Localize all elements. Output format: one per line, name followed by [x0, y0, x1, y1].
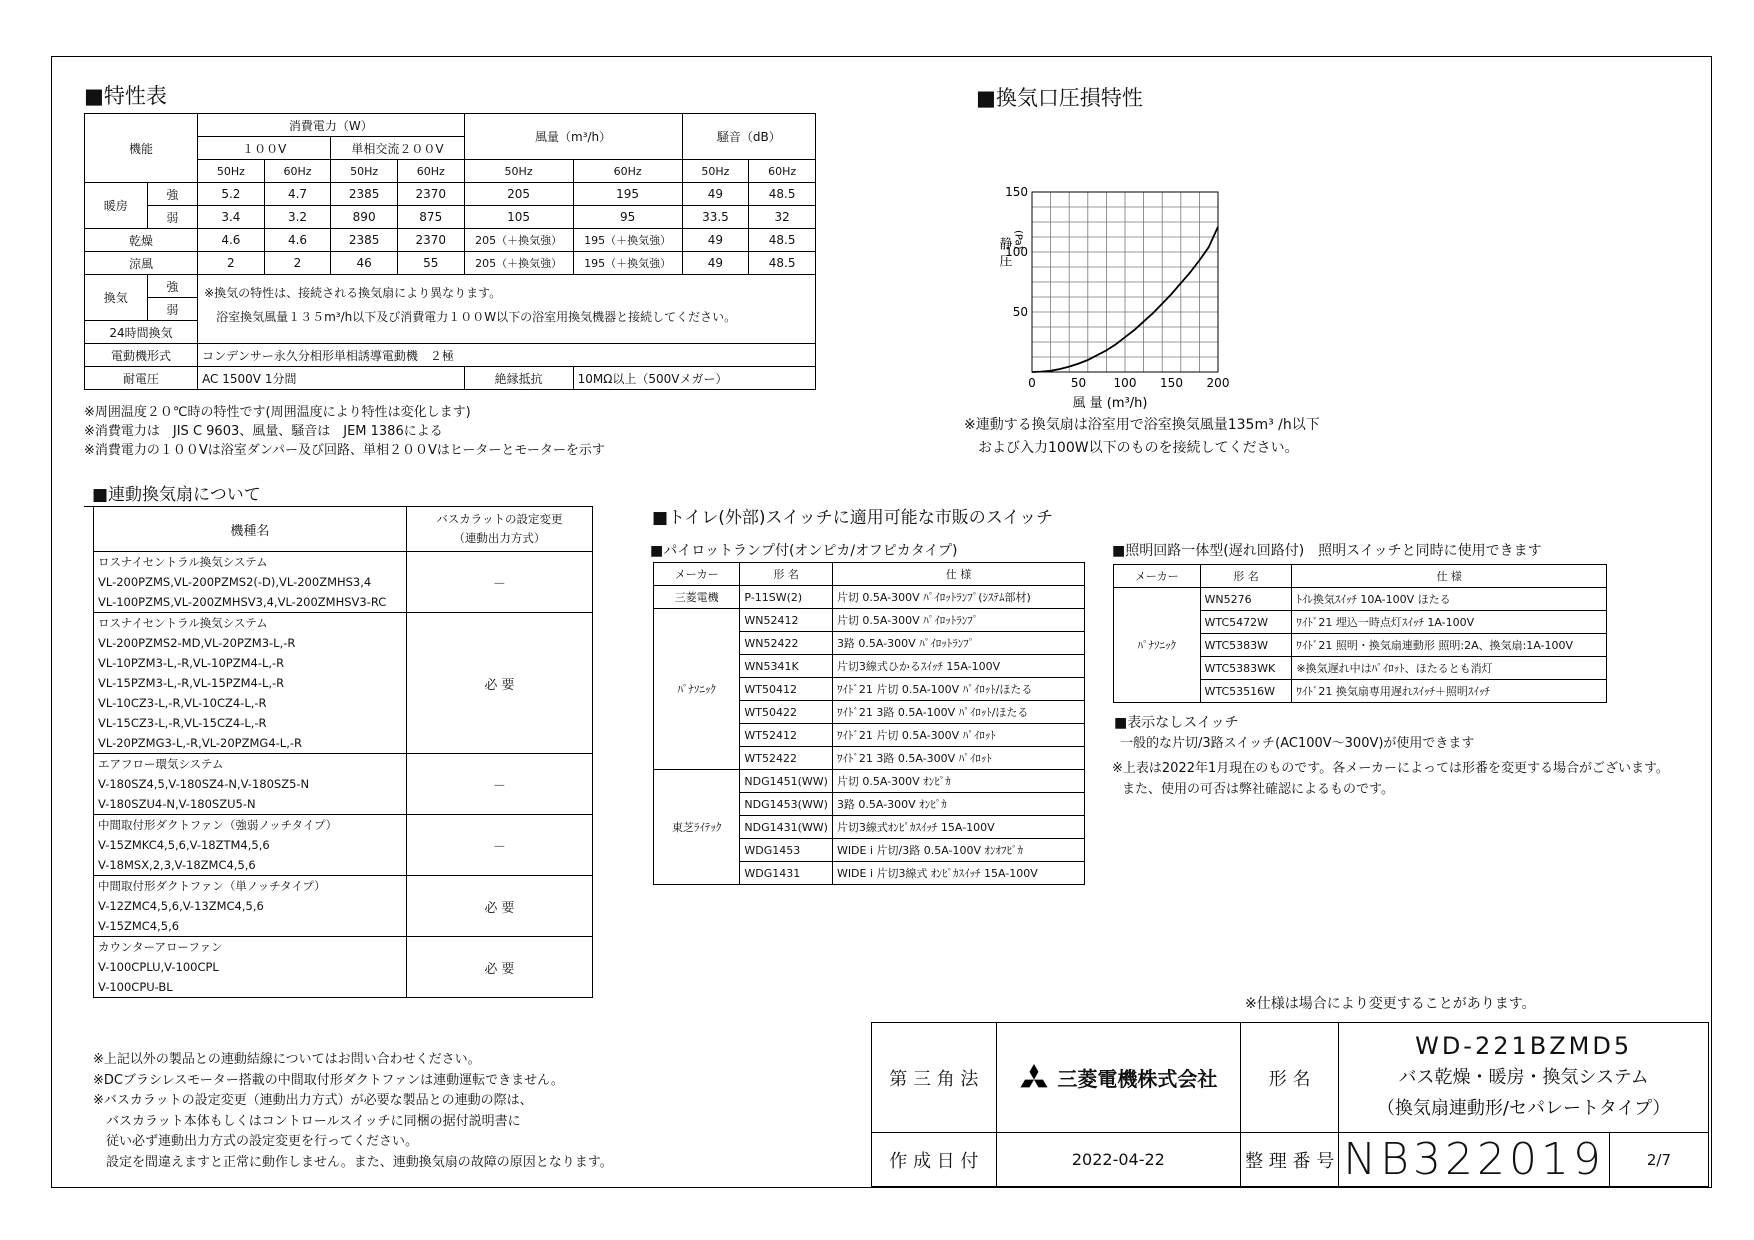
- fan-note: ※DCブラシレスモーター搭載の中間取付形ダクトファンは連動運転できません。: [93, 1072, 564, 1088]
- cell: 195（＋換気強）: [573, 229, 682, 252]
- cell: 95: [573, 206, 682, 229]
- switch-spec: 片切3線式ｵﾝﾋﾟｶｽｲｯﾁ 15A-100V: [832, 816, 1084, 839]
- fan-model-line: V-180SZU4-N,V-180SZU5-N: [94, 794, 407, 815]
- maker-cell: ﾊﾟﾅｿﾆｯｸ: [654, 609, 740, 770]
- doc-label: 整 理 番 号: [1241, 1133, 1339, 1187]
- cell: 48.5: [749, 183, 816, 206]
- cell: 49: [682, 229, 749, 252]
- fan-setting-value: －: [406, 754, 592, 815]
- switch-spec: 3路 0.5A-300V ｵﾝﾋﾟｶ: [832, 793, 1084, 816]
- row-sublabel: 強: [147, 183, 197, 206]
- x-tick-label: 0: [1028, 376, 1036, 390]
- switch-model: WN52422: [740, 632, 833, 655]
- no-indicator-heading: ■表示なしスイッチ: [1114, 715, 1239, 731]
- chart-notes: [964, 414, 1320, 460]
- fan-model-line: V-100CPLU,V-100CPL: [94, 957, 407, 977]
- hdr-100v: １００V: [198, 137, 331, 160]
- switch-spec: 片切 0.5A-300V ﾊﾟｲﾛｯﾄﾗﾝﾌﾟ(ｼｽﾃﾑ部材): [832, 586, 1084, 609]
- hz-label: 50Hz: [464, 160, 573, 183]
- switch-model: P-11SW(2): [740, 586, 833, 609]
- row-label-vent24: 24時間換気: [85, 321, 198, 344]
- x-axis-label: 風 量 (m³/h): [1072, 396, 1148, 411]
- pressure-loss-chart: [990, 112, 1250, 412]
- fan-row: [94, 876, 593, 897]
- switch-spec: 片切3線式ひかるｽｲｯﾁ 15A-100V: [832, 655, 1084, 678]
- light-note-1: ※上表は2022年1月現在のものです。各メーカーによっては形番を変更する場合がございます。: [1112, 761, 1669, 776]
- y-tick-label: 50: [1012, 305, 1028, 319]
- fan-row: [94, 613, 593, 634]
- fan-row: [94, 552, 593, 573]
- no-indicator-text: 一般的な片切/3路スイッチ(AC100V～300V)が使用できます: [1120, 736, 1475, 751]
- switch-model: WN5341K: [740, 655, 833, 678]
- switch-spec: ﾜｲﾄﾞ21 照明・換気扇連動形 照明:2A、換気扇:1A-100V: [1292, 634, 1607, 657]
- hdr-setting-2: （連動出力方式）: [453, 531, 546, 545]
- pilot-switch-table: [653, 562, 1085, 885]
- doc-number: NB322019: [1339, 1133, 1610, 1187]
- cell: 3.4: [198, 206, 265, 229]
- spec-row-cool: [85, 252, 816, 275]
- hdr-setting: [406, 507, 592, 552]
- insulation-label: 絶縁抵抗: [464, 367, 573, 390]
- switch-model: NDG1431(WW): [740, 816, 833, 839]
- switch-spec: ﾜｲﾄﾞ21 片切 0.5A-100V ﾊﾟｲﾛｯﾄ/ほたる: [832, 678, 1084, 701]
- maker-cell: ﾊﾟﾅｿﾆｯｸ: [1114, 588, 1201, 703]
- switch-spec: WIDE i 片切3線式 ｵﾝﾋﾟｶｽｲｯﾁ 15A-100V: [832, 862, 1084, 885]
- fan-model-line: VL-200PZMS,VL-200PZMS2(-D),VL-200ZMHS3,4: [94, 572, 407, 592]
- x-tick-label: 200: [1206, 376, 1230, 390]
- light-note-2: また、使用の可否は弊社確認によるものです。: [1122, 782, 1394, 797]
- cell: 875: [397, 206, 464, 229]
- fan-row: [94, 937, 593, 958]
- fan-model-line: V-180SZ4,5,V-180SZ4-N,V-180SZ5-N: [94, 774, 407, 794]
- change-note: ※仕様は場合により変更することがあります。: [1245, 996, 1536, 1012]
- hdr-noise: 騒音（dB）: [682, 114, 815, 160]
- hdr-maker: メーカー: [654, 563, 740, 586]
- cell: 4.6: [198, 229, 265, 252]
- switch-spec: 片切 0.5A-300V ｵﾝﾋﾟｶ: [832, 770, 1084, 793]
- pilot-heading: ■パイロットランプ付(オンピカ/オフピカタイプ): [650, 543, 958, 559]
- company-name: 三菱電機株式会社: [1057, 1067, 1218, 1091]
- cell: 890: [331, 206, 398, 229]
- date-label: 作 成 日 付: [872, 1133, 997, 1187]
- switch-spec: ﾜｲﾄﾞ21 3路 0.5A-100V ﾊﾟｲﾛｯﾄ/ほたる: [832, 701, 1084, 724]
- light-switch-table: [1113, 564, 1607, 703]
- vent-note-1: ※換気の特性は、接続される換気扇により異なります。: [204, 286, 502, 300]
- company-logo: [1001, 1063, 1236, 1092]
- fan-model-line: V-12ZMC4,5,6,V-13ZMC4,5,6: [94, 896, 407, 916]
- cell: 55: [397, 252, 464, 275]
- switch-spec: ※換気遅れ中はﾊﾟｲﾛｯﾄ、ほたるとも消灯: [1292, 657, 1607, 680]
- maker-cell: 東芝ﾗｲﾃｯｸ: [654, 770, 740, 885]
- vent-note-2: 浴室換気風量１３５m³/h以下及び消費電力１００W以下の浴室用換気機器と接続してください。: [216, 310, 737, 324]
- hdr-model: 形 名: [1200, 565, 1292, 588]
- fan-model-line: VL-20PZMG3-L,-R,VL-20PZMG4-L,-R: [94, 733, 407, 754]
- hdr-spec: 仕 様: [1292, 565, 1607, 588]
- spec-row-dry: [85, 229, 816, 252]
- switch-model: WTC5383WK: [1200, 657, 1292, 680]
- angle-label: 第 三 角 法: [872, 1023, 997, 1133]
- y-axis-unit: (Pa): [1012, 230, 1024, 250]
- switch-spec: ﾜｲﾄﾞ21 換気扇専用遅れｽｲｯﾁ＋照明ｽｲｯﾁ: [1292, 680, 1607, 703]
- hdr-function: 機能: [85, 114, 198, 183]
- y-axis-label: 静 圧: [996, 237, 1012, 268]
- fan-model-line: VL-15PZM3-L,-R,VL-15PZM4-L,-R: [94, 673, 407, 693]
- cell: 49: [682, 252, 749, 275]
- cell: 2: [264, 252, 331, 275]
- hdr-model: 形 名: [740, 563, 833, 586]
- fan-heading: ■連動換気扇について: [92, 485, 261, 505]
- row-sublabel: 強: [147, 275, 197, 298]
- fan-model-line: V-18MSX,2,3,V-18ZMC4,5,6: [94, 855, 407, 876]
- switch-model: WTC53516W: [1200, 680, 1292, 703]
- spec-row-heat-weak: [85, 206, 816, 229]
- cell: 195: [573, 183, 682, 206]
- hdr-setting-1: バスカラットの設定変更: [436, 512, 563, 526]
- row-label-vent: 換気: [85, 275, 148, 321]
- switch-row: [654, 609, 1085, 632]
- model-number: WD-221BZMD5: [1415, 1032, 1633, 1060]
- cell: 105: [464, 206, 573, 229]
- hz-label: 50Hz: [331, 160, 398, 183]
- x-tick-label: 100: [1113, 376, 1137, 390]
- cell: 2385: [331, 229, 398, 252]
- switch-heading: ■トイレ(外部)スイッチに適用可能な市販のスイッチ: [652, 508, 1054, 528]
- fan-model-line: ロスナイセントラル換気システム: [94, 552, 407, 573]
- cell: 2385: [331, 183, 398, 206]
- cell: 195（＋換気強）: [573, 252, 682, 275]
- cell: 2: [198, 252, 265, 275]
- hdr-power: 消費電力（W）: [198, 114, 465, 137]
- spec-row-heat-strong: [85, 183, 816, 206]
- cell: 205: [464, 183, 573, 206]
- fan-model-line: 中間取付形ダクトファン（強弱ノッチタイプ）: [94, 815, 407, 836]
- fan-note: バスカラット本体もしくはコントロールスイッチに同梱の据付説明書に: [93, 1113, 521, 1129]
- light-heading: ■照明回路一体型(遅れ回路付) 照明スイッチと同時に使用できます: [1112, 543, 1542, 559]
- fan-setting-value: －: [406, 815, 592, 876]
- mitsubishi-logo-icon: [1019, 1064, 1049, 1091]
- switch-spec: ﾄｲﾚ換気ｽｲｯﾁ 10A-100V ほたる: [1292, 588, 1607, 611]
- row-label-dry: 乾燥: [85, 229, 198, 252]
- company-cell: [996, 1023, 1240, 1133]
- switch-spec: ﾜｲﾄﾞ21 3路 0.5A-300V ﾊﾟｲﾛｯﾄ: [832, 747, 1084, 770]
- fan-model-line: 中間取付形ダクトファン（単ノッチタイプ）: [94, 876, 407, 897]
- fan-note: 設定を間違えますと正常に動作しません。また、連動換気扇の故障の原因となります。: [93, 1154, 613, 1170]
- title-block: [871, 1022, 1709, 1187]
- fan-setting-value: 必 要: [406, 937, 592, 998]
- switch-model: WT50412: [740, 678, 833, 701]
- cell: 5.2: [198, 183, 265, 206]
- switch-row: [654, 586, 1085, 609]
- fan-model-line: VL-15CZ3-L,-R,VL-15CZ4-L,-R: [94, 713, 407, 733]
- switch-spec: 片切 0.5A-300V ﾊﾟｲﾛｯﾄﾗﾝﾌﾟ: [832, 609, 1084, 632]
- fan-model-line: VL-10CZ3-L,-R,VL-10CZ4-L,-R: [94, 693, 407, 713]
- product-name-2: （換気扇連動形/セパレートタイプ）: [1376, 1098, 1671, 1119]
- fan-notes: [93, 1050, 613, 1173]
- chart-note: および入力100W以下のものを接続してください。: [978, 440, 1299, 456]
- spec-table: [84, 113, 816, 390]
- y-tick-label: 150: [1005, 185, 1028, 199]
- hdr-spec: 仕 様: [832, 563, 1084, 586]
- switch-model: WN52412: [740, 609, 833, 632]
- chart-heading: ■換気口圧損特性: [976, 86, 1143, 110]
- switch-model: NDG1453(WW): [740, 793, 833, 816]
- cell: 2370: [397, 229, 464, 252]
- hz-label: 60Hz: [749, 160, 816, 183]
- fan-setting-value: 必 要: [406, 876, 592, 937]
- fan-model-line: V-15ZMKC4,5,6,V-18ZTM4,5,6: [94, 835, 407, 855]
- fan-note: 従い必ず連動出力方式の設定変更を行ってください。: [93, 1134, 419, 1149]
- cell: 205（＋換気強）: [464, 229, 573, 252]
- spec-note: ※消費電力は JIS C 9603、風量、騒音は JEM 1386による: [84, 424, 443, 439]
- switch-model: WT50422: [740, 701, 833, 724]
- hz-label: 50Hz: [682, 160, 749, 183]
- row-label-heat: 暖房: [85, 183, 148, 229]
- spec-note: ※周囲温度２０℃時の特性です(周囲温度により特性は変化します): [84, 405, 471, 420]
- page-number: 2/7: [1609, 1133, 1708, 1187]
- fan-row: [94, 815, 593, 836]
- x-tick-label: 50: [1070, 376, 1087, 390]
- fan-setting-value: 必 要: [406, 613, 592, 754]
- row-sublabel: 弱: [147, 206, 197, 229]
- motor-value: コンデンサー永久分相形単相誘導電動機 ２極: [198, 344, 816, 367]
- switch-model: WT52412: [740, 724, 833, 747]
- fan-row: [94, 754, 593, 775]
- cell: 4.7: [264, 183, 331, 206]
- fan-setting-value: －: [406, 552, 592, 613]
- maker-cell: 三菱電機: [654, 586, 740, 609]
- y-tick-label: 100: [1005, 245, 1028, 259]
- hdr-airflow: 風量（m³/h）: [464, 114, 682, 160]
- fan-model-line: VL-100PZMS,VL-200ZMHSV3,4,VL-200ZMHSV3-RC: [94, 592, 407, 613]
- switch-spec: ﾜｲﾄﾞ21 埋込一時点灯ｽｲｯﾁ 1A-100V: [1292, 611, 1607, 634]
- cell: 33.5: [682, 206, 749, 229]
- fan-note: ※バスカラットの設定変更（連動出力方式）が必要な製品との連動の際は、: [93, 1093, 533, 1108]
- fan-model-line: V-15ZMC4,5,6: [94, 916, 407, 937]
- hz-label: 60Hz: [264, 160, 331, 183]
- switch-model: WDG1431: [740, 862, 833, 885]
- switch-spec: WIDE i 片切/3路 0.5A-100V ｵﾝｵﾌﾋﾟｶ: [832, 839, 1084, 862]
- row-sublabel: 弱: [147, 298, 197, 321]
- withstand-label: 耐電圧: [85, 367, 198, 390]
- hz-label: 60Hz: [573, 160, 682, 183]
- cell: 48.5: [749, 229, 816, 252]
- light-row: [1114, 588, 1607, 611]
- cell: 32: [749, 206, 816, 229]
- insulation-value: 10MΩ以上（500Vメガー）: [573, 367, 815, 390]
- switch-spec: ﾜｲﾄﾞ21 片切 0.5A-300V ﾊﾟｲﾛｯﾄ: [832, 724, 1084, 747]
- hdr-model: 機種名: [94, 507, 407, 552]
- spec-notes: [84, 403, 605, 460]
- cell: 49: [682, 183, 749, 206]
- switch-model: WDG1453: [740, 839, 833, 862]
- switch-model: WT52422: [740, 747, 833, 770]
- fan-model-line: VL-200PZMS2-MD,VL-20PZM3-L,-R: [94, 633, 407, 653]
- model-cell: [1339, 1023, 1709, 1133]
- product-name-1: バス乾燥・暖房・換気システム: [1398, 1067, 1649, 1088]
- cell: 4.6: [264, 229, 331, 252]
- cell: 48.5: [749, 252, 816, 275]
- spec-note: ※消費電力の１００Vは浴室ダンパー及び回路、単相２００Vはヒーターとモーターを示す: [84, 443, 605, 458]
- switch-spec: 3路 0.5A-300V ﾊﾟｲﾛｯﾄﾗﾝﾌﾟ: [832, 632, 1084, 655]
- spec-heading: ■特性表: [84, 84, 167, 108]
- fan-model-line: カウンターアローファン: [94, 937, 407, 958]
- hdr-200v: 単相交流２００V: [331, 137, 464, 160]
- chart-note: ※連動する換気扇は浴室用で浴室換気風量135m³ /h以下: [964, 417, 1320, 433]
- cell: 3.2: [264, 206, 331, 229]
- fan-model-line: VL-10PZM3-L,-R,VL-10PZM4-L,-R: [94, 653, 407, 673]
- withstand-value: AC 1500V 1分間: [198, 367, 465, 390]
- switch-row: [654, 770, 1085, 793]
- row-label-cool: 涼風: [85, 252, 198, 275]
- switch-model: NDG1451(WW): [740, 770, 833, 793]
- switch-model: WN5276: [1200, 588, 1292, 611]
- fan-model-line: V-100CPU-BL: [94, 977, 407, 998]
- x-tick-label: 150: [1160, 376, 1183, 390]
- fan-model-line: エアフロー環気システム: [94, 754, 407, 775]
- hz-label: 50Hz: [198, 160, 265, 183]
- model-label: 形 名: [1241, 1023, 1339, 1133]
- switch-model: WTC5472W: [1200, 611, 1292, 634]
- cell: 205（＋換気強）: [464, 252, 573, 275]
- fan-note: ※上記以外の製品との連動結線についてはお問い合わせください。: [93, 1052, 481, 1067]
- hdr-maker: メーカー: [1114, 565, 1201, 588]
- vent-note-cell: [198, 275, 816, 344]
- fan-table: [93, 506, 593, 998]
- fan-model-line: ロスナイセントラル換気システム: [94, 613, 407, 634]
- hz-label: 60Hz: [397, 160, 464, 183]
- switch-model: WTC5383W: [1200, 634, 1292, 657]
- date-value: 2022-04-22: [996, 1133, 1240, 1187]
- motor-label: 電動機形式: [85, 344, 198, 367]
- cell: 2370: [397, 183, 464, 206]
- cell: 46: [331, 252, 398, 275]
